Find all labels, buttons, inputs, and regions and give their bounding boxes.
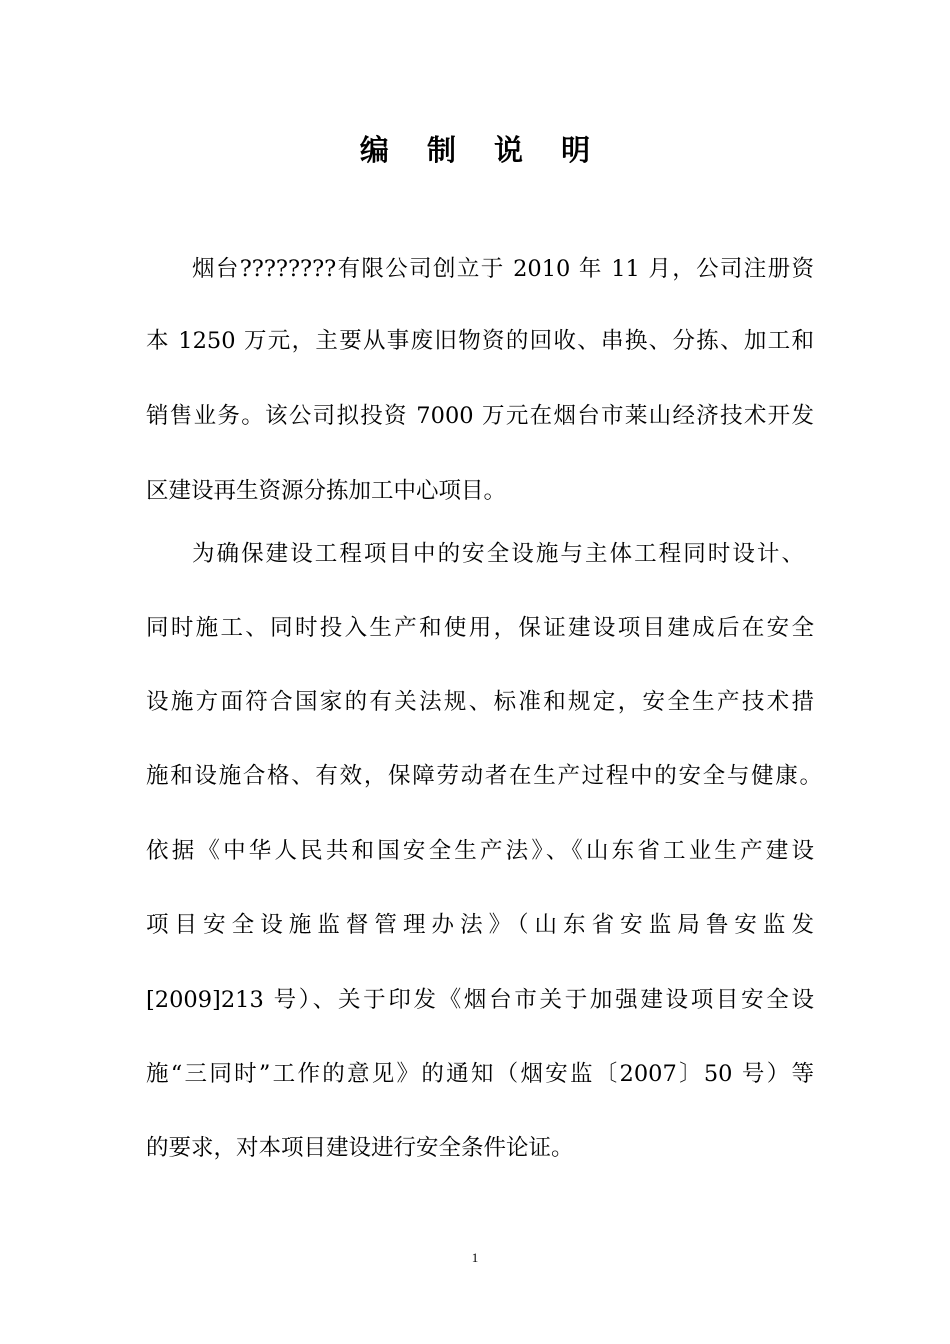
paragraph-2-line-9: 的要求，对本项目建设进行安全条件论证。 [146,1135,574,1161]
paragraph-2-line-8: 施“三同时”工作的意见》的通知（烟安监〔2007〕50 号）等 [146,1061,814,1087]
paragraph-1-line-2: 本 1250 万元，主要从事废旧物资的回收、串换、分拣、加工和 [146,328,814,354]
paragraph-2-line-3: 设施方面符合国家的有关法规、标准和规定，安全生产技术措 [146,689,814,715]
paragraph-1-line-3: 销售业务。该公司拟投资 7000 万元在烟台市莱山经济技术开发 [146,403,814,429]
paragraph-2-line-1: 为确保建设工程项目中的安全设施与主体工程同时设计、 [192,541,804,567]
paragraph-1-line-1: 烟台????????有限公司创立于 2010 年 11 月，公司注册资 [192,256,814,282]
paragraph-2-line-2: 同时施工、同时投入生产和使用，保证建设项目建成后在安全 [146,615,814,641]
paragraph-1-line-4: 区建设再生资源分拣加工中心项目。 [146,478,507,504]
page-title: 编 制 说 明 [359,133,605,167]
paragraph-2-line-7: [2009]213 号）、关于印发《烟台市关于加强建设项目安全设 [146,987,814,1013]
paragraph-2-line-6: 项目安全设施监督管理办法》（山东省安监局鲁安监发 [146,912,814,938]
paragraph-2-line-4: 施和设施合格、有效，保障劳动者在生产过程中的安全与健康。 [146,763,822,789]
paragraph-2-line-5: 依据《中华人民共和国安全生产法》、《山东省工业生产建设 [146,838,814,864]
page-number: 1 [471,1250,479,1265]
